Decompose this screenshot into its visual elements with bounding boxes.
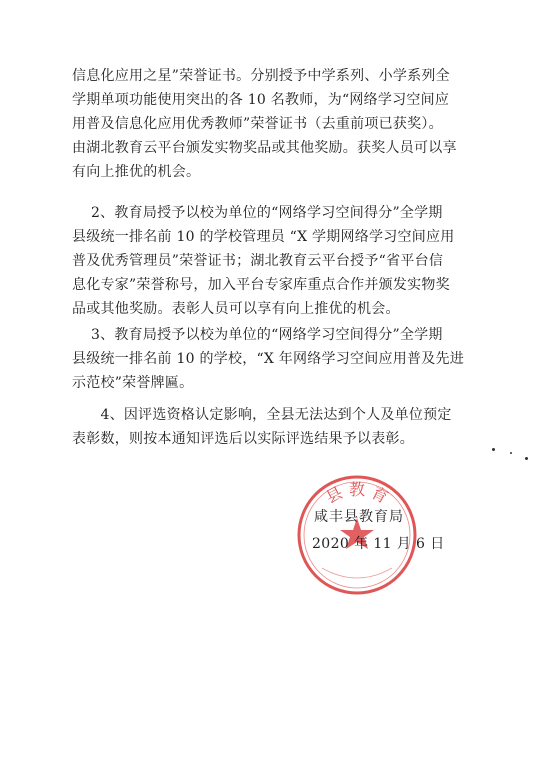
scan-speck <box>525 457 528 460</box>
paragraph-4 <box>72 403 484 451</box>
text-line: 信息化应用之星”荣誉证书。分别授予中学系列、小学系列全 <box>72 68 450 84</box>
text-line: 2、教育局授予以校为单位的“网络学习空间得分”全学期 <box>72 205 443 221</box>
text-line: 学期单项功能使用突出的各 10 名教师，为“网络学习空间应 <box>72 92 450 108</box>
scan-speck <box>492 448 495 451</box>
scan-speck <box>510 452 512 454</box>
text-line: 用普及信息化应用优秀教师”荣誉证书（去重前项已获奖）。 <box>72 116 443 132</box>
text-line: 息化专家”荣誉称号，加入平台专家库重点合作并颁发实物奖 <box>72 277 450 293</box>
text-line: 品或其他奖励。表彰人员可以享有向上推优的机会。 <box>72 301 400 317</box>
text-line: 3、教育局授予以校为单位的“网络学习空间得分”全学期 <box>72 327 443 343</box>
text-line: 表彰数，则按本通知评选后以实际评选结果予以表彰。 <box>72 431 414 447</box>
paragraph-3 <box>72 323 484 395</box>
text-line: 示范校”荣誉牌匾。 <box>72 375 194 391</box>
text-line: 4、因评选资格认定影响，全县无法达到个人及单位预定 <box>72 407 452 423</box>
text-line: 普及优秀管理员”荣誉证书；湖北教育云平台授予“省平台信 <box>72 253 444 269</box>
issue-date: 2020 年 11 月 6 日 <box>312 536 445 552</box>
svg-text:县 教 育 <box>323 480 392 507</box>
paragraph-2 <box>72 201 484 321</box>
seal-text: 县 教 育 <box>322 480 392 508</box>
issuer-name: 咸丰县教育局 <box>314 509 404 525</box>
text-line: 县级统一排名前 10 的学校，“X 年网络学习空间应用普及先进 <box>72 351 465 367</box>
text-line: 有向上推优的机会。 <box>72 164 201 180</box>
text-line: 由湖北教育云平台颁发实物奖品或其他奖励。获奖人员可以享 <box>72 140 457 156</box>
text-line: 县级统一排名前 10 的学校管理员 “X 学期网络学习空间应用 <box>72 229 455 245</box>
paragraph-1 <box>72 64 484 184</box>
